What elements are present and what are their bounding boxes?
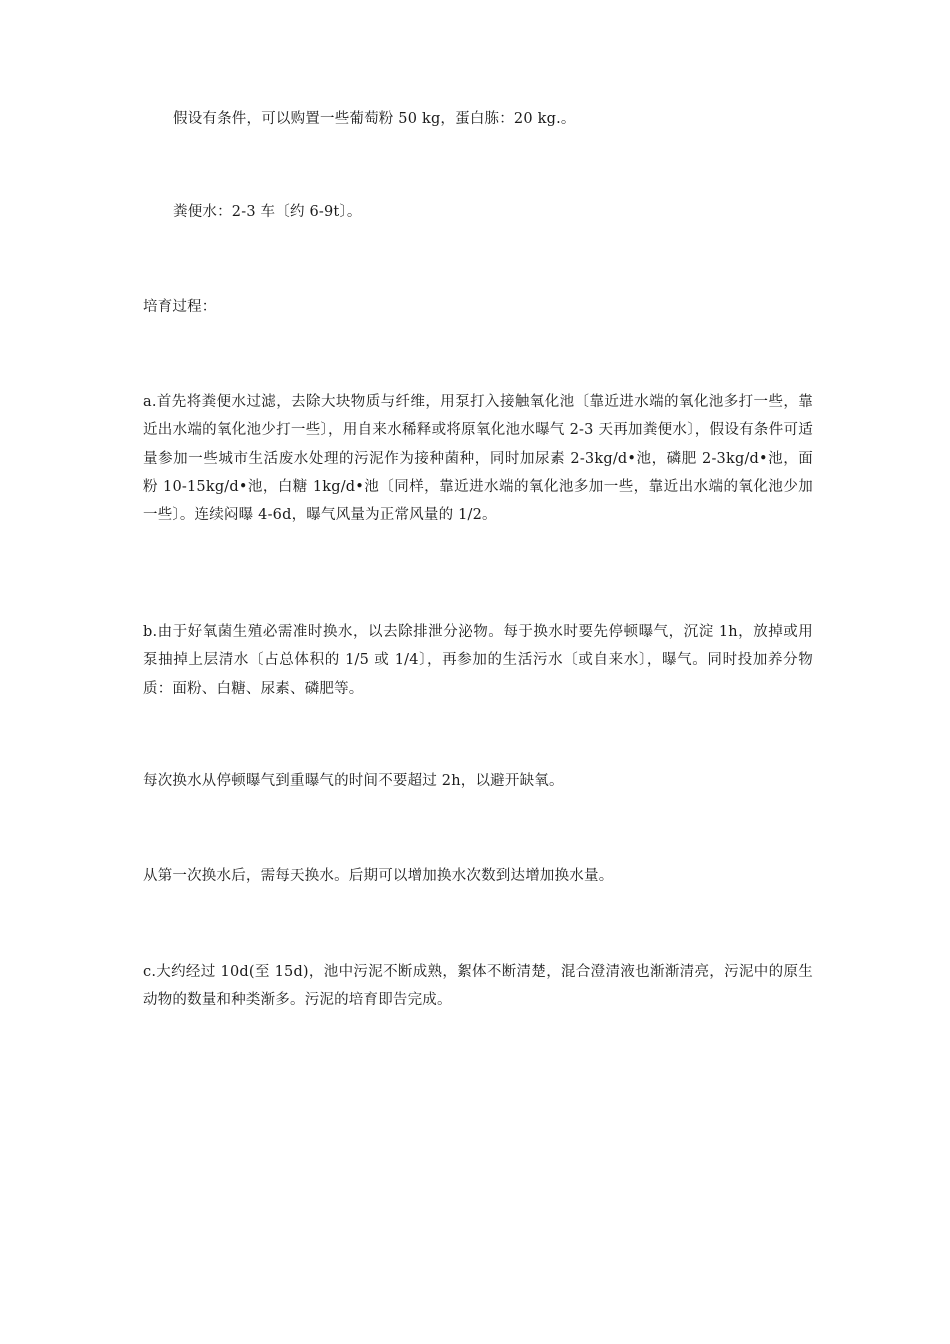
paragraph-water-change-time: 每次换水从停顿曝气到重曝气的时间不要超过 2h，以避开缺氧。	[143, 773, 564, 789]
paragraph-daily-water-change: 从第一次换水后，需每天换水。后期可以增加换水次数到达增加换水量。	[143, 868, 614, 884]
paragraph-step-c: c.大约经过 10d(至 15d)，池中污泥不断成熟，絮体不断清楚，混合澄清液也渐渐清亮，污泥中的原生动物的数量和种类渐多。污泥的培育即告完成。	[143, 964, 813, 1009]
section-heading-cultivation-process: 培育过程：	[143, 299, 217, 315]
paragraph-manure-water: 粪便水：2-3 车〔约 6-9t〕。	[173, 204, 362, 220]
paragraph-step-b: b.由于好氧菌生殖必需准时换水，以去除排泄分泌物。每于换水时要先停顿曝气，沉淀 1h，放掉或用泵抽掉上层清水〔占总体积的 1/5 或 1/4〕，再参加的生活污水〔或自来水〕，曝气。同时投加养分物质：面粉、白糖、尿素、磷肥等。	[143, 624, 813, 697]
paragraph-glucose-peptone: 假设有条件，可以购置一些葡萄粉 50 kg，蛋白胨：20 kg.。	[173, 111, 576, 127]
paragraph-step-a: a.首先将粪便水过滤，去除大块物质与纤维，用泵打入接触氧化池〔靠近进水端的氧化池多打一些，靠近出水端的氧化池少打一些〕，用自来水稀释或将原氧化池水曝气 2-3 天再加粪便水〕，假设有条件可适量参加一些城市生活废水处理的污泥作为接种菌种，同时加尿素 2-3kg/d•池，磷肥 2-3kg/d•池，面粉 10-15kg/d•池，白糖 1kg/d•池〔同样，靠近进水端的氧化池多加一些，靠近出水端的氧化池少加一些〕。连续闷曝 4-6d，曝气风量为正常风量的 1/2。	[143, 394, 813, 524]
